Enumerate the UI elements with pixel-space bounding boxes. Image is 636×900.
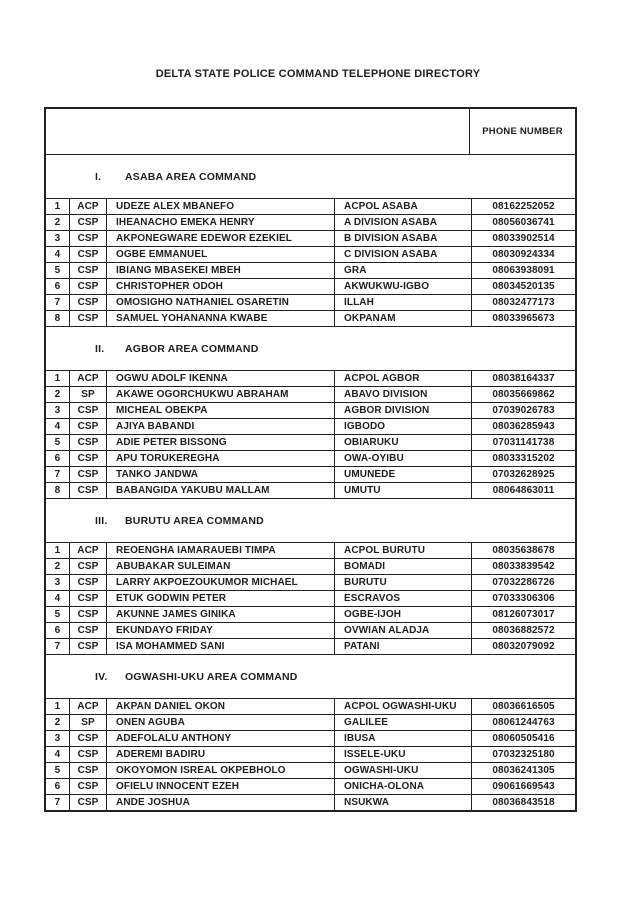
cell-name: OKOYOMON ISREAL OKPEBHOLO	[106, 763, 334, 778]
cell-name: SAMUEL YOHANANNA KWABE	[106, 311, 334, 326]
cell-rank: CSP	[69, 311, 106, 326]
cell-name: AJIYA BABANDI	[106, 419, 334, 434]
section-header-row	[46, 654, 575, 698]
cell-division: OGBE-IJOH	[334, 607, 471, 622]
cell-division: BURUTU	[334, 575, 471, 590]
cell-division: BOMADI	[334, 559, 471, 574]
section-title: ASABA AREA COMMAND	[125, 170, 257, 183]
cell-serial: 1	[54, 701, 61, 712]
cell-rank: ACP	[69, 371, 106, 386]
cell-rank: CSP	[69, 623, 106, 638]
cell-name: TANKO JANDWA	[106, 467, 334, 482]
section-header-row	[46, 326, 575, 370]
section-header-row	[46, 154, 575, 198]
cell-name: ADIE PETER BISSONG	[106, 435, 334, 450]
table-row	[46, 606, 575, 622]
table-row	[46, 434, 575, 450]
cell-serial: 2	[54, 561, 61, 572]
cell-serial: 6	[54, 625, 61, 636]
table-row	[46, 590, 575, 606]
cell-name: AKUNNE JAMES GINIKA	[106, 607, 334, 622]
cell-name: AKPONEGWARE EDEWOR EZEKIEL	[106, 231, 334, 246]
cell-rank: CSP	[69, 575, 106, 590]
cell-rank: SP	[69, 387, 106, 402]
cell-name: ISA MOHAMMED SANI	[106, 639, 334, 654]
cell-name: EKUNDAYO FRIDAY	[106, 623, 334, 638]
table-row	[46, 198, 575, 214]
table-row	[46, 638, 575, 654]
cell-serial: 2	[54, 717, 61, 728]
cell-rank: CSP	[69, 747, 106, 762]
cell-phone: 08056036741	[471, 215, 575, 230]
cell-division: OVWIAN ALADJA	[334, 623, 471, 638]
cell-rank: ACP	[69, 543, 106, 558]
table-row	[46, 262, 575, 278]
section-numeral: I.	[95, 170, 102, 183]
table-row	[46, 466, 575, 482]
cell-phone: 08034520135	[471, 279, 575, 294]
cell-name: OMOSIGHO NATHANIEL OSARETIN	[106, 295, 334, 310]
cell-name: CHRISTOPHER ODOH	[106, 279, 334, 294]
cell-rank: CSP	[69, 247, 106, 262]
cell-serial: 7	[54, 469, 61, 480]
cell-phone: 08036882572	[471, 623, 575, 638]
cell-division: IGBODO	[334, 419, 471, 434]
cell-serial: 5	[54, 609, 61, 620]
cell-phone: 07032628925	[471, 467, 575, 482]
cell-phone: 08063938091	[471, 263, 575, 278]
cell-rank: ACP	[69, 699, 106, 714]
cell-division: PATANI	[334, 639, 471, 654]
table-row	[46, 230, 575, 246]
table-row	[46, 310, 575, 326]
table-row	[46, 386, 575, 402]
cell-phone: 08036285943	[471, 419, 575, 434]
cell-phone: 08060505416	[471, 731, 575, 746]
cell-phone: 08030924334	[471, 247, 575, 262]
cell-rank: CSP	[69, 419, 106, 434]
cell-phone: 08033839542	[471, 559, 575, 574]
cell-division: ILLAH	[334, 295, 471, 310]
cell-name: IBIANG MBASEKEI MBEH	[106, 263, 334, 278]
cell-division: ACPOL AGBOR	[334, 371, 471, 386]
cell-division: ISSELE-UKU	[334, 747, 471, 762]
cell-phone: 08126073017	[471, 607, 575, 622]
table-row	[46, 574, 575, 590]
table-row	[46, 294, 575, 310]
cell-division: ESCRAVOS	[334, 591, 471, 606]
cell-name: APU TORUKEREGHA	[106, 451, 334, 466]
section-numeral: II.	[95, 342, 105, 355]
cell-phone: 08032477173	[471, 295, 575, 310]
cell-phone: 07033306306	[471, 591, 575, 606]
cell-division: ACPOL ASABA	[334, 199, 471, 214]
cell-rank: ACP	[69, 199, 106, 214]
cell-rank: CSP	[69, 263, 106, 278]
cell-serial: 5	[54, 265, 61, 276]
page-title: DELTA STATE POLICE COMMAND TELEPHONE DIRECTORY	[155, 68, 481, 80]
table-row	[46, 714, 575, 730]
cell-serial: 1	[54, 545, 61, 556]
cell-phone: 08035669862	[471, 387, 575, 402]
cell-name: AKAWE OGORCHUKWU ABRAHAM	[106, 387, 334, 402]
directory-table	[44, 107, 577, 812]
cell-name: LARRY AKPOEZOUKUMOR MICHAEL	[106, 575, 334, 590]
cell-phone: 07039026783	[471, 403, 575, 418]
cell-name: AKPAN DANIEL OKON	[106, 699, 334, 714]
cell-phone: 08033315202	[471, 451, 575, 466]
table-row	[46, 558, 575, 574]
cell-phone: 08032079092	[471, 639, 575, 654]
cell-phone: 08036843518	[471, 795, 575, 810]
table-row	[46, 214, 575, 230]
cell-division: IBUSA	[334, 731, 471, 746]
cell-rank: CSP	[69, 559, 106, 574]
cell-name: ETUK GODWIN PETER	[106, 591, 334, 606]
cell-serial: 7	[54, 797, 61, 808]
cell-rank: CSP	[69, 435, 106, 450]
cell-name: OFIELU INNOCENT EZEH	[106, 779, 334, 794]
cell-division: UMUTU	[334, 483, 471, 498]
section-numeral: III.	[95, 514, 108, 527]
cell-name: OGWU ADOLF IKENNA	[106, 371, 334, 386]
cell-division: AGBOR DIVISION	[334, 403, 471, 418]
cell-phone: 08033902514	[471, 231, 575, 246]
cell-name: IHEANACHO EMEKA HENRY	[106, 215, 334, 230]
cell-division: OKPANAM	[334, 311, 471, 326]
cell-serial: 7	[54, 297, 61, 308]
table-row	[46, 698, 575, 714]
cell-serial: 6	[54, 453, 61, 464]
cell-division: UMUNEDE	[334, 467, 471, 482]
cell-serial: 4	[54, 749, 61, 760]
cell-serial: 8	[54, 485, 61, 496]
cell-division: B DIVISION ASABA	[334, 231, 471, 246]
section-title: BURUTU AREA COMMAND	[125, 514, 264, 527]
cell-serial: 5	[54, 437, 61, 448]
cell-name: BABANGIDA YAKUBU MALLAM	[106, 483, 334, 498]
cell-serial: 2	[54, 389, 61, 400]
table-row	[46, 730, 575, 746]
cell-division: ABAVO DIVISION	[334, 387, 471, 402]
cell-name: ANDE JOSHUA	[106, 795, 334, 810]
table-row	[46, 778, 575, 794]
table-row	[46, 402, 575, 418]
cell-serial: 3	[54, 405, 61, 416]
cell-name: ABUBAKAR SULEIMAN	[106, 559, 334, 574]
cell-division: ACPOL OGWASHI-UKU	[334, 699, 471, 714]
cell-phone: 08061244763	[471, 715, 575, 730]
table-row	[46, 370, 575, 386]
cell-name: MICHEAL OBEKPA	[106, 403, 334, 418]
cell-rank: CSP	[69, 763, 106, 778]
cell-division: OBIARUKU	[334, 435, 471, 450]
header-phone-number: PHONE NUMBER	[469, 109, 575, 154]
cell-serial: 8	[54, 313, 61, 324]
cell-rank: CSP	[69, 591, 106, 606]
cell-rank: CSP	[69, 215, 106, 230]
cell-phone: 08035638678	[471, 543, 575, 558]
cell-serial: 6	[54, 281, 61, 292]
cell-serial: 2	[54, 217, 61, 228]
cell-serial: 1	[54, 373, 61, 384]
table-row	[46, 246, 575, 262]
cell-rank: CSP	[69, 231, 106, 246]
cell-serial: 3	[54, 577, 61, 588]
cell-serial: 7	[54, 641, 61, 652]
cell-division: C DIVISION ASABA	[334, 247, 471, 262]
cell-name: REOENGHA IAMARAUEBI TIMPA	[106, 543, 334, 558]
cell-serial: 6	[54, 781, 61, 792]
cell-name: OGBE EMMANUEL	[106, 247, 334, 262]
cell-rank: CSP	[69, 279, 106, 294]
cell-name: UDEZE ALEX MBANEFO	[106, 199, 334, 214]
cell-rank: CSP	[69, 607, 106, 622]
cell-phone: 08036241305	[471, 763, 575, 778]
cell-phone: 07032325180	[471, 747, 575, 762]
cell-serial: 4	[54, 421, 61, 432]
table-row	[46, 762, 575, 778]
cell-serial: 3	[54, 733, 61, 744]
cell-division: OGWASHI-UKU	[334, 763, 471, 778]
table-row	[46, 622, 575, 638]
table-row	[46, 450, 575, 466]
cell-serial: 1	[54, 201, 61, 212]
cell-name: ONEN AGUBA	[106, 715, 334, 730]
cell-rank: CSP	[69, 403, 106, 418]
cell-rank: CSP	[69, 295, 106, 310]
cell-name: ADEREMI BADIRU	[106, 747, 334, 762]
cell-division: NSUKWA	[334, 795, 471, 810]
cell-rank: CSP	[69, 483, 106, 498]
cell-phone: 09061669543	[471, 779, 575, 794]
cell-division: A DIVISION ASABA	[334, 215, 471, 230]
cell-division: ACPOL BURUTU	[334, 543, 471, 558]
cell-phone: 08036616505	[471, 699, 575, 714]
cell-rank: CSP	[69, 639, 106, 654]
cell-rank: CSP	[69, 467, 106, 482]
cell-rank: CSP	[69, 731, 106, 746]
cell-phone: 07032286726	[471, 575, 575, 590]
header-empty-cell	[46, 109, 469, 154]
cell-rank: CSP	[69, 795, 106, 810]
cell-rank: CSP	[69, 451, 106, 466]
cell-division: ONICHA-OLONA	[334, 779, 471, 794]
cell-phone: 08162252052	[471, 199, 575, 214]
cell-phone: 08033965673	[471, 311, 575, 326]
table-header-row	[46, 109, 575, 154]
section-title: OGWASHI-UKU AREA COMMAND	[125, 670, 298, 683]
cell-phone: 07031141738	[471, 435, 575, 450]
cell-division: AKWUKWU-IGBO	[334, 279, 471, 294]
table-row	[46, 746, 575, 762]
cell-name: ADEFOLALU ANTHONY	[106, 731, 334, 746]
cell-division: GALILEE	[334, 715, 471, 730]
cell-serial: 4	[54, 249, 61, 260]
cell-serial: 4	[54, 593, 61, 604]
cell-serial: 5	[54, 765, 61, 776]
cell-phone: 08038164337	[471, 371, 575, 386]
section-title: AGBOR AREA COMMAND	[125, 342, 259, 355]
table-row	[46, 794, 575, 810]
cell-phone: 08064863011	[471, 483, 575, 498]
cell-serial: 3	[54, 233, 61, 244]
table-row	[46, 542, 575, 558]
section-numeral: IV.	[95, 670, 108, 683]
cell-rank: SP	[69, 715, 106, 730]
cell-rank: CSP	[69, 779, 106, 794]
cell-division: GRA	[334, 263, 471, 278]
table-row	[46, 482, 575, 498]
cell-division: OWA-OYIBU	[334, 451, 471, 466]
table-row	[46, 418, 575, 434]
section-header-row	[46, 498, 575, 542]
table-row	[46, 278, 575, 294]
